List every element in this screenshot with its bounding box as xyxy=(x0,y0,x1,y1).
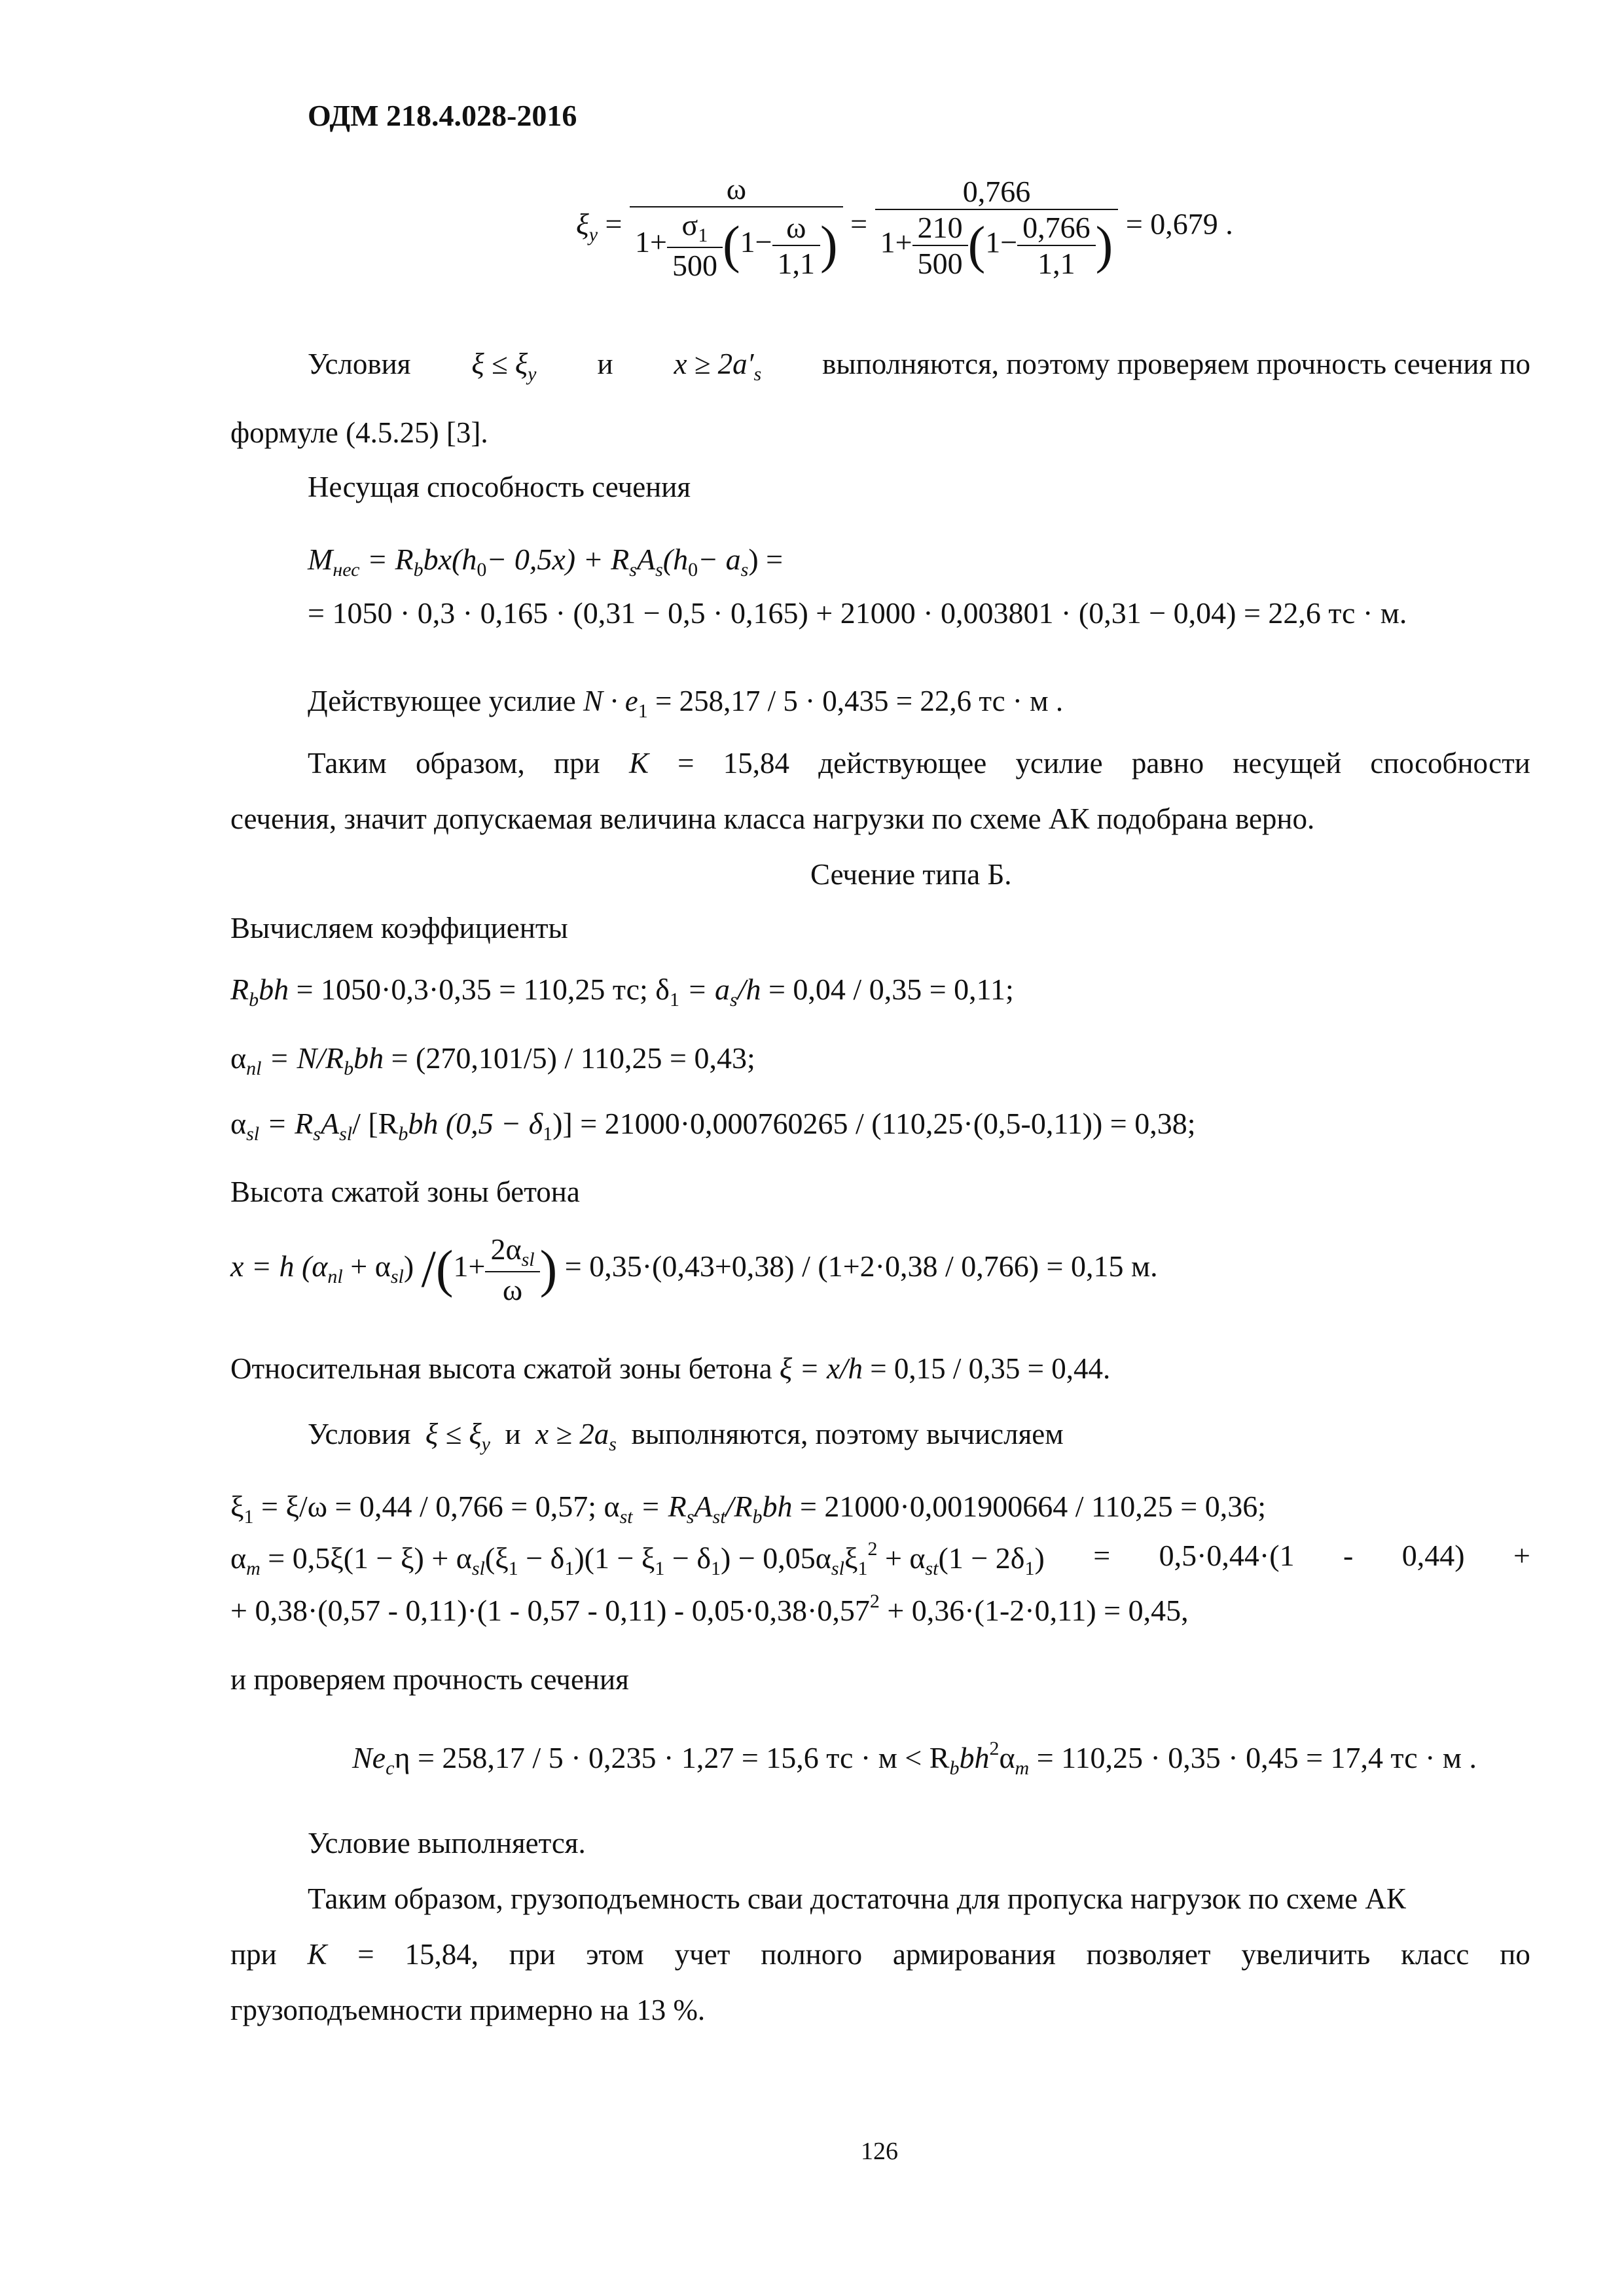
condition-met: Условие выполняется. xyxy=(308,1827,586,1859)
para1-line2: формуле (4.5.25) [3]. xyxy=(230,416,488,449)
capacity-label: Несущая способность сечения xyxy=(308,471,691,503)
xi-y-fraction-2: 0,766 1+ $\frac{210}{500}$ (1− $\frac{0,766}{1,1}$ ) xyxy=(875,174,1119,281)
final-line2: при К = 15,84, при этом учет полного армирования позволяет увеличить класс по xyxy=(230,1938,1530,1971)
para2: Условия $\xi \le \xi_y$ и $x \ge 2a_s$ выполняются, поэтому вычисляем xyxy=(308,1418,1064,1455)
para1-line1: Условия $\xi \le \xi_y$ и $x \ge 2a'_s$ выполняются, поэтому проверяем прочность сечения по xyxy=(308,348,1530,385)
coef-label: Вычисляем коэффициенты xyxy=(230,912,568,944)
doc-header: ОДМ 218.4.028-2016 xyxy=(308,99,577,132)
alpha-m-line2: + $0,38\cdot(0,57 - 0,11)\cdot(1 - 0,57 - 0,11) - 0,05\cdot 0,38\cdot 0,57^2 + 0,36\cdot(1-2\cdot 0,11) = 0,45$, xyxy=(230,1590,1189,1627)
height-label: Высота сжатой зоны бетона xyxy=(230,1175,580,1208)
check-formula: $Ne_c\eta = 258,17 / 5 \cdot 0,235 \cdot 1,27 = 15,6$ тс · $м < R_bbh^2\alpha_m = 110,25 \cdot 0,35 \cdot 0,45 = 17,4$ тс · м . xyxy=(352,1738,1477,1779)
final-line1: Таким образом, грузоподъемность сваи достаточна для пропуска нагрузок по схеме АК xyxy=(308,1882,1406,1915)
x-formula: x = h $(\alpha_{nl} + \alpha_{sl})$ /(1+ $\frac{2\alpha_{sl}}{\omega}$ ) = 0,35·(0,43+0,38) / (1+2·0,38 / 0,766) = 0,15 м. xyxy=(230,1232,1158,1306)
conclusion1-line1: Таким образом, при К = 15,84 действующее усилие равно несущей способности xyxy=(308,747,1530,780)
check-label: и проверяем прочность сечения xyxy=(230,1663,629,1696)
xi1-line: $\xi_1 = \xi/\omega = 0,44 / 0,766 = 0,57$; $\alpha_{st} = R_sA_{st}/R_bbh = 21000\cdot 0,001900664 / 110,25 = 0,36$; xyxy=(230,1490,1266,1528)
formula-xi-y: $\xi_y$ = ω 1+ $\frac{\sigma_1}{500}$ (1− $\frac{\omega}{1,1}$ ) = 0,766 1+ $\frac{210}{500}$ (1− $\frac{0,766}{1,1}$ ) = 0,679 . xyxy=(576,172,1233,282)
section-b-title: Сечение типа Б. xyxy=(810,858,1012,891)
page-number: 126 xyxy=(861,2138,898,2165)
acting-force: Действующее усилие $N \cdot e_1 = 258,17 / 5 \cdot 0,435 = 22,6$ тс · м . xyxy=(308,685,1064,722)
rbbh-line: $R_bbh = 1050\cdot 0,3\cdot 0,35 = 110,25$ тс; $\delta_1 = a_s/h = 0,04 / 0,35 = 0,11$; xyxy=(230,973,1014,1011)
xi-y-fraction-1: ω 1+ $\frac{\sigma_1}{500}$ (1− $\frac{\omega}{1,1}$ ) xyxy=(630,171,843,283)
conclusion1-line2: сечения, значит допускаемая величина класса нагрузки по схеме АК подобрана верно. xyxy=(230,802,1315,835)
alpha-sl-line: $\alpha_{sl} = R_sA_{sl}/$ [$R_bbh$ $(0,5 - \delta_1)] = 21000\cdot 0,000760265 / (110,25\cdot(0,5-0,11)) = 0,38$; xyxy=(230,1107,1196,1145)
alpha-nl-line: $\alpha_{nl} = N/R_bbh = (270,101/5) / 110,25 = 0,43$; xyxy=(230,1041,755,1079)
xi-y-lhs: $\xi_y$ xyxy=(576,207,598,245)
final-line3: грузоподъемности примерно на 13 %. xyxy=(230,1994,706,2026)
alpha-m-line1: $\alpha_m = 0,5\xi(1 - \xi) + \alpha_{sl}(\xi_1 - \delta_1)(1 - \xi_1 - \delta_1) - 0,05\alpha_{sl}\xi_1^2 + \alpha_{st}(1 - 2\delta_1)$ = 0,5·0,44·(1 - 0,44) + xyxy=(230,1538,1530,1579)
m-nes-line2: = 1050 · 0,3 · 0,165 · (0,31 − 0,5 · 0,165) + 21000 · 0,003801 · (0,31 − 0,04) = 22,6 тс · м. xyxy=(308,596,1407,630)
relative-height: Относительная высота сжатой зоны бетона ξ = x/h = 0,15 / 0,35 = 0,44. xyxy=(230,1352,1111,1385)
m-nes-line1: $M_{нес} = R_bbx(h_0- 0,5x) + R_sA_s(h_0- a_s)$ = xyxy=(308,543,784,581)
